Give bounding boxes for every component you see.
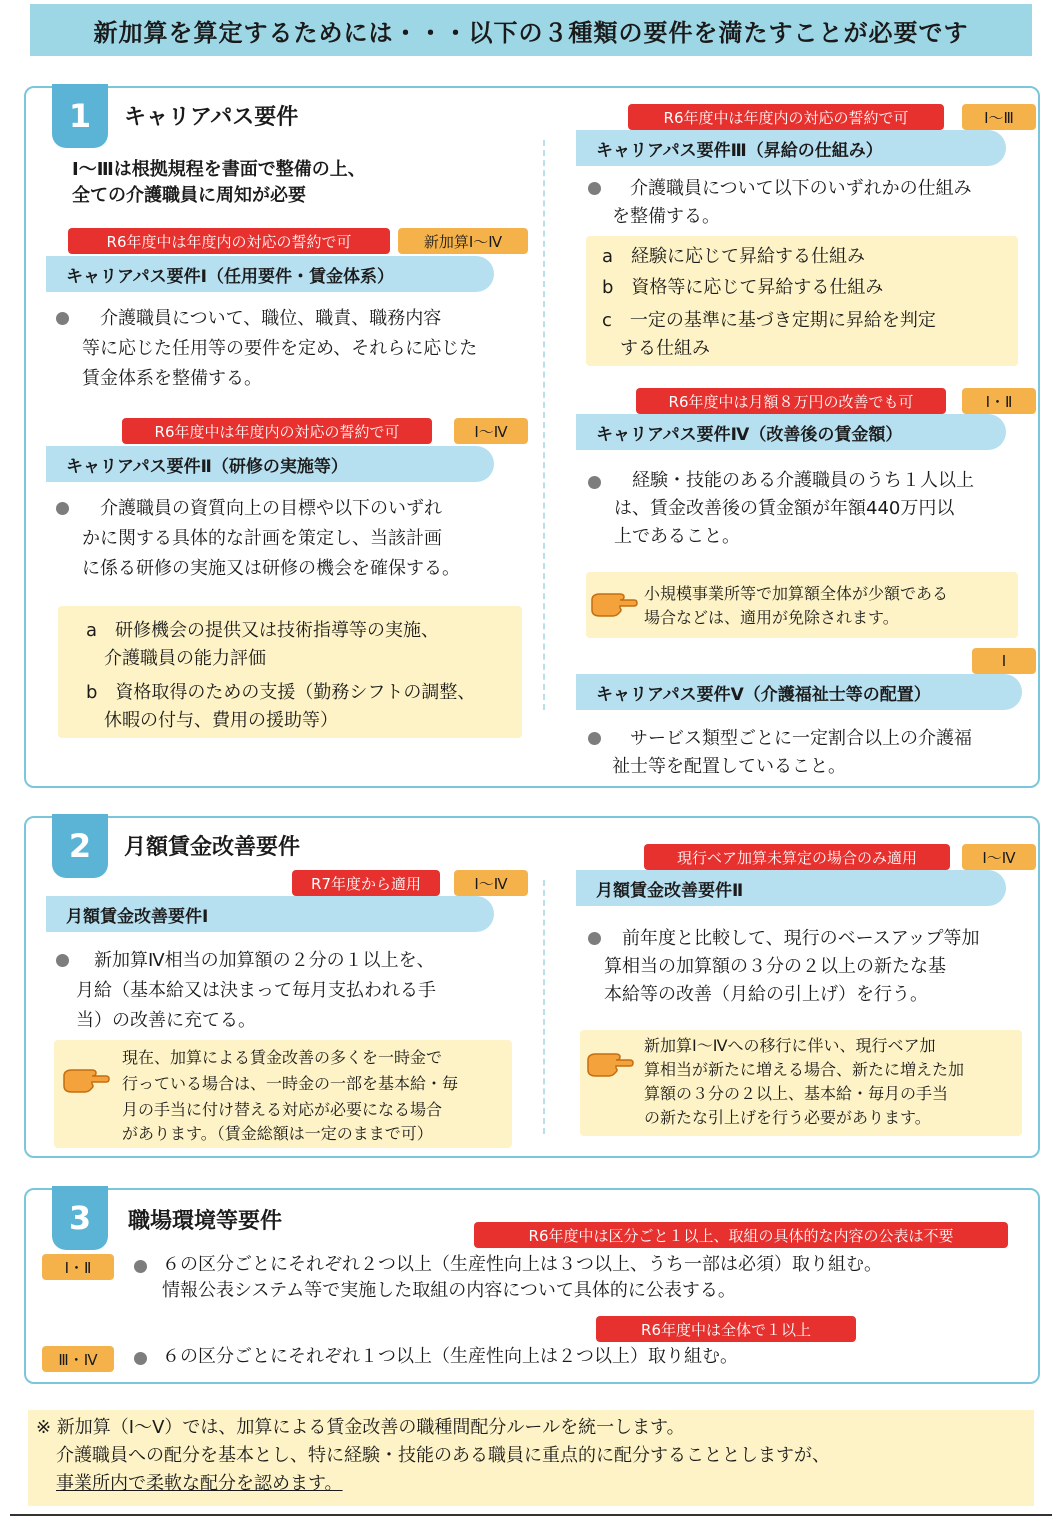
detail-line: b 資格取得のための支援（勤務シフトの調整、 <box>86 682 476 703</box>
section-title: 月額賃金改善要件 <box>124 835 301 860</box>
detail-line: a 経験に応じて昇給する仕組み <box>602 246 866 267</box>
requirement-text: は、賃金改善後の賃金額が年額440万円以 <box>614 498 955 519</box>
footer-note-line: ※ 新加算（Ⅰ～Ⅴ）では、加算による賃金改善の職種間配分ルールを統一します。 <box>36 1417 685 1438</box>
applicable-tier-badge: Ⅰ・Ⅱ <box>962 388 1036 414</box>
detail-line: c 一定の基準に基づき定期に昇給を判定 <box>602 310 936 331</box>
section-title: キャリアパス要件 <box>124 105 299 130</box>
applicable-tier-badge: Ⅰ <box>972 648 1036 674</box>
bullet-dot-icon <box>56 954 69 967</box>
bullet-dot-icon <box>134 1260 147 1273</box>
tip-line: の新たな引上げを行う必要があります。 <box>644 1108 931 1127</box>
condition-badge: R6年度中は区分ごと１以上、取組の具体的な内容の公表は不要 <box>474 1222 1008 1248</box>
condition-badge: R6年度中は月額８万円の改善でも可 <box>636 388 946 414</box>
tip-line: 行っている場合は、一時金の一部を基本給・毎 <box>122 1074 459 1093</box>
bullet-dot-icon <box>588 732 601 745</box>
tip-line: 算相当が新たに増える場合、新たに増えた加 <box>644 1060 965 1079</box>
footer-note-line: 介護職員への配分を基本とし、特に経験・技能のある職員に重点的に配分することとしますが、 <box>56 1445 830 1466</box>
pointing-hand-icon <box>590 586 638 620</box>
requirement-header: キャリアパス要件Ⅰ（任用要件・賃金体系） <box>46 256 494 292</box>
requirement-text: 前年度と比較して、現行のベースアップ等加 <box>604 928 980 949</box>
applicable-tier-badge: Ⅰ・Ⅱ <box>42 1254 114 1280</box>
detail-line: する仕組み <box>602 338 710 359</box>
tip-line: 算額の３分の２以上、基本給・毎月の手当 <box>644 1084 949 1103</box>
column-divider <box>543 140 545 710</box>
detail-line: 休暇の付与、費用の援助等） <box>86 710 338 731</box>
requirement-text: 賃金体系を整備する。 <box>82 368 262 389</box>
section-number-tab: 2 <box>52 814 108 878</box>
detail-line: b 資格等に応じて昇給する仕組み <box>602 277 884 298</box>
condition-badge: R6年度中は年度内の対応の誓約で可 <box>68 228 390 254</box>
requirement-header: 月額賃金改善要件Ⅱ <box>576 870 1006 906</box>
column-divider <box>543 880 545 1134</box>
section-title: 職場環境等要件 <box>128 1209 283 1234</box>
section-note-line: 全ての介護職員に周知が必要 <box>72 185 306 206</box>
applicable-tier-badge: Ⅲ・Ⅳ <box>42 1346 114 1372</box>
applicable-tier-badge: Ⅰ～Ⅳ <box>962 844 1036 870</box>
tip-line: 現在、加算による賃金改善の多くを一時金で <box>122 1048 443 1067</box>
applicable-tier-badge: Ⅰ～Ⅳ <box>454 418 528 444</box>
tip-line: 小規模事業所等で加算額全体が少額である <box>644 584 949 603</box>
bullet-dot-icon <box>56 502 69 515</box>
requirement-text: 情報公表システム等で実施した取組の内容について具体的に公表する。 <box>162 1280 736 1301</box>
tip-line: があります。（賃金総額は一定のままで可） <box>122 1124 433 1143</box>
requirement-text: 本給等の改善（月給の引上げ）を行う。 <box>604 984 928 1005</box>
requirement-header: キャリアパス要件Ⅳ（改善後の賃金額） <box>576 414 1006 450</box>
tip-line: 新加算Ⅰ～Ⅳへの移行に伴い、現行ベア加 <box>644 1036 936 1055</box>
requirement-text: 当）の改善に充てる。 <box>76 1010 256 1031</box>
applicable-tier-badge: Ⅰ～Ⅳ <box>454 870 528 896</box>
applicable-tier-badge: Ⅰ～Ⅲ <box>962 104 1036 130</box>
footer-note-line: 事業所内で柔軟な配分を認めます。 <box>56 1473 343 1494</box>
requirement-text: 祉士等を配置していること。 <box>612 756 846 777</box>
condition-badge: R6年度中は年度内の対応の誓約で可 <box>628 104 944 130</box>
requirement-text: 介護職員について以下のいずれかの仕組み <box>612 178 972 199</box>
bullet-dot-icon <box>588 182 601 195</box>
requirement-text: 算相当の加算額の３分の２以上の新たな基 <box>604 956 946 977</box>
requirement-text: 介護職員について、職位、職責、職務内容 <box>82 308 442 329</box>
requirement-text: に係る研修の実施又は研修の機会を確保する。 <box>82 558 460 579</box>
requirement-text: 上であること。 <box>614 526 740 547</box>
section-note-line: Ⅰ～Ⅲは根拠規程を書面で整備の上、 <box>72 159 366 180</box>
condition-badge: R7年度から適用 <box>292 870 440 896</box>
requirement-text: かに関する具体的な計画を策定し、当該計画 <box>82 528 442 549</box>
pointing-hand-icon <box>62 1062 110 1096</box>
requirement-text: 月給（基本給又は決まって毎月支払われる手 <box>76 980 436 1001</box>
requirement-header: キャリアパス要件Ⅲ（昇給の仕組み） <box>576 130 1006 166</box>
detail-line: a 研修機会の提供又は技術指導等の実施、 <box>86 620 440 641</box>
requirement-text: ６の区分ごとにそれぞれ１つ以上（生産性向上は２つ以上）取り組む。 <box>162 1346 738 1367</box>
requirement-header: 月額賃金改善要件Ⅰ <box>46 896 494 932</box>
requirement-text: 等に応じた任用等の要件を定め、それらに応じた <box>82 338 478 359</box>
condition-badge: 現行ベア加算未算定の場合のみ適用 <box>644 844 950 870</box>
detail-line: 介護職員の能力評価 <box>86 648 266 669</box>
requirement-text: 新加算Ⅳ相当の加算額の２分の１以上を、 <box>76 950 435 971</box>
requirement-header: キャリアパス要件Ⅴ（介護福祉士等の配置） <box>576 674 1022 710</box>
requirement-text: 介護職員の資質向上の目標や以下のいずれ <box>82 498 442 519</box>
tip-line: 場合などは、適用が免除されます。 <box>644 608 899 627</box>
condition-badge: R6年度中は年度内の対応の誓約で可 <box>122 418 432 444</box>
bullet-dot-icon <box>134 1352 147 1365</box>
bullet-dot-icon <box>588 476 601 489</box>
bullet-dot-icon <box>56 312 69 325</box>
page-bottom-rule <box>10 1514 1052 1516</box>
requirement-text: を整備する。 <box>612 206 720 227</box>
condition-badge: R6年度中は全体で１以上 <box>596 1316 856 1342</box>
requirement-text: 経験・技能のある介護職員のうち１人以上 <box>614 470 974 491</box>
applicable-tier-badge: 新加算Ⅰ～Ⅳ <box>398 228 528 254</box>
requirement-text: サービス類型ごとに一定割合以上の介護福 <box>612 728 972 749</box>
tip-line: 月の手当に付け替える対応が必要になる場合 <box>122 1100 443 1119</box>
requirement-header: キャリアパス要件Ⅱ（研修の実施等） <box>46 446 494 482</box>
page-title: 新加算を算定するためには・・・以下の３種類の要件を満たすことが必要です <box>30 4 1032 56</box>
bullet-dot-icon <box>588 932 601 945</box>
section-number-tab: 1 <box>52 84 108 148</box>
pointing-hand-icon <box>586 1046 634 1080</box>
requirement-text: ６の区分ごとにそれぞれ２つ以上（生産性向上は３つ以上、うち一部は必須）取り組む。 <box>162 1254 882 1275</box>
section-number-tab: 3 <box>52 1186 108 1250</box>
